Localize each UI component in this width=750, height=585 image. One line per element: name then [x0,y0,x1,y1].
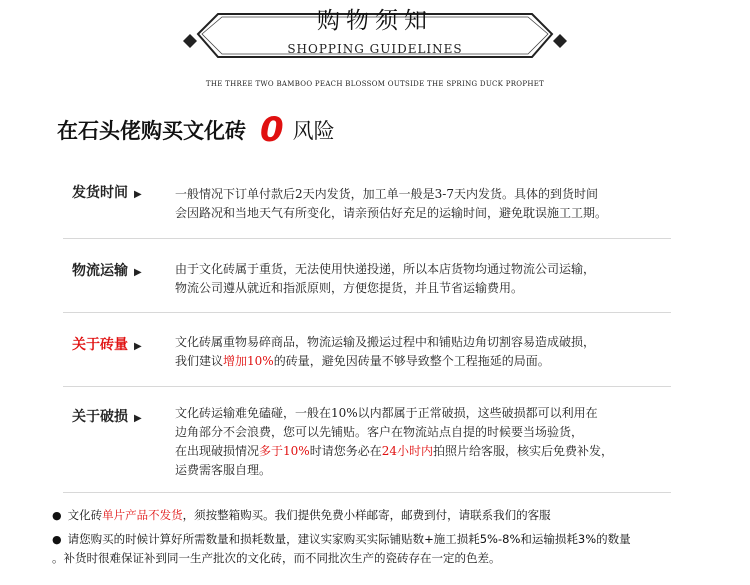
section-label-damage: 关于破损 ▶ [72,409,142,425]
bullet-icon: ● [52,509,62,522]
content-line: 会因路况和当地天气有所变化，请亲预估好充足的运输时间，避免耽误施工工期。 [175,206,608,220]
header-tagline: THE THREE TWO BAMBOO PEACH BLOSSOM OUTSIDE THE SPRING DUCK PROPHET [205,80,545,88]
section-content-shipping-time [175,185,695,223]
section-divider [63,312,671,313]
section-divider [63,492,671,493]
footer-note-2: ● 请您购买的时候计算好所需数量和损耗数量，建议实家购买实际铺贴数+施工损耗5%-8%和运输损耗3%的数量 。补货时很难保证补到同一生产批次的文化砖，而不同批次生产的瓷砖存在一定的色差。 [52,532,631,565]
header-title-cn: 购物须知 [317,8,433,34]
highlight-text: 多于10% [259,444,310,458]
section-label-shipping-time: 发货时间 ▶ [72,185,142,201]
content-line: 运费需客服自理。 [175,463,272,477]
play-triangle-icon: ▶ [134,341,142,352]
highlight-text: 单片产品不发货 [102,508,183,522]
header-title-en: SHOPPING GUIDELINES [287,42,463,56]
content-line: 边角部分不会浪费，您可以先铺贴。客户在物流站点自提的时候要当场验货， [175,425,584,439]
section-content-logistics [175,260,695,298]
section-divider [63,386,671,387]
content-line: 在出现破损情况多于10%时请您务必在24小时内拍照片给客服，核实后免费补发， [175,444,614,458]
section-content-damage [175,404,695,480]
content-line: 一般情况下订单付款后2天内发货，加工单一般是3-7天内发货。具体的到货时间 [175,187,598,201]
headline-suffix: 风险 [292,119,335,143]
headline [57,110,335,150]
content-line: 物流公司遵从就近和指派原则，方便您提货，并且节省运输费用。 [175,281,524,295]
content-line: 文化砖属重物易碎商品，物流运输及搬运过程中和铺贴边角切割容易造成破损， [175,335,596,349]
highlight-text: 24小时内 [381,444,433,458]
content-line: 我们建议增加10%的砖量，避免因砖量不够导致整个工程拖延的局面。 [175,354,550,368]
content-line: 文化砖运输难免磕碰，一般在10%以内都属于正常破损，这些破损都可以利用在 [175,406,598,420]
section-divider [63,238,671,239]
footer-note-1: ● 文化砖单片产品不发货，须按整箱购买。我们提供免费小样邮寄，邮费到付，请联系我们的客服 [52,508,551,522]
play-triangle-icon: ▶ [134,267,142,278]
section-label-brick-quantity: 关于砖量 ▶ [72,337,142,353]
content-line: 由于文化砖属于重货，无法使用快递投递，所以本店货物均通过物流公司运输， [175,262,596,276]
section-content-brick-quantity [175,333,695,371]
bullet-icon: ● [52,533,62,546]
play-triangle-icon: ▶ [134,189,142,200]
play-triangle-icon: ▶ [134,413,142,424]
headline-prefix: 在石头佬购买文化砖 [57,119,246,143]
highlight-text: 增加10% [223,354,274,368]
section-label-logistics: 物流运输 ▶ [72,263,142,279]
headline-number: 0 [260,110,284,150]
